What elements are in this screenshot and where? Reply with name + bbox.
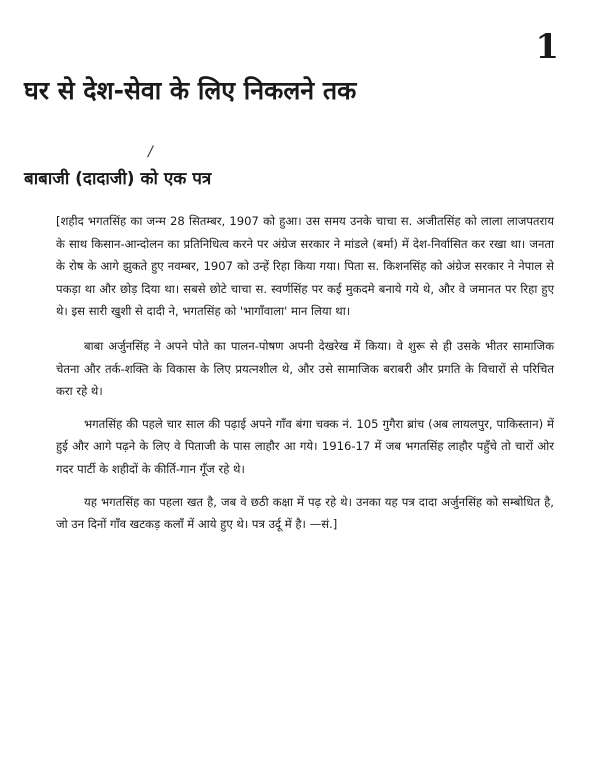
chapter-title: घर से देश-सेवा के लिए निकलने तक	[24, 76, 357, 105]
paragraph-letter-note: यह भगतसिंह का पहला खत है, जब वे छठी कक्षा में पढ़ रहे थे। उनका यह पत्र दादा अर्जुनसिंह को सम्बोधित है, जो उन दिनों गाँव खटकड़ कलाँ में आये हुए थे। पत्र उर्दू में है। —सं.]	[56, 494, 554, 532]
paragraph-intro: [शहीद भगतसिंह का जन्म 28 सितम्बर, 1907 को हुआ। उस समय उनके चाचा स. अजीतसिंह को लाला लाजपतराय के साथ किसान-आन्दोलन का प्रतिनिधित्व करने पर अंग्रेज सरकार ने मांडले (बर्मा) में देश-निर्वासित कर रखा था। जनता के रोष के आगे झुकते हुए नवम्बर, 1907 को उन्हें रिहा किया गया। पिता स. किशनसिंह को अंग्रेज सरकार ने नेपाल से पकड़ा था और छोड़ दिया था। सबसे छोटे चाचा स. स्वर्णसिंह पर कई मुकदमे बनाये गये थे, और वे जमानत पर रिहा हुए थे। इस सारी खुशी से दादी ने, भगतसिंह को 'भागाँवाला' मान लिया था।	[56, 214, 554, 319]
chapter-number: 1	[535, 27, 559, 67]
paragraph-education: भगतसिंह की पहले चार साल की पढ़ाई अपने गाँव बंगा चक्क नं. 105 गुगैरा ब्रांच (अब लायलपुर, पाकिस्तान) में हुई और आगे पढ़ने के लिए वे पिताजी के पास लाहौर आ गये। 1916-17 में जब भगतसिंह लाहौर पहुँचे तो चारों ओर गदर पार्टी के शहीदों के कीर्ति-गान गूँज रहे थे।	[56, 416, 554, 476]
body-text	[56, 210, 554, 546]
handwritten-mark: /	[148, 144, 153, 160]
paragraph-grandfather: बाबा अर्जुनसिंह ने अपने पोते का पालन-पोषण अपनी देखरेख में किया। वे शुरू से ही उसके भीतर सामाजिक चेतना और तर्क-शक्ति के विकास के लिए प्रयत्नशील थे, और उसे सामाजिक बराबरी और प्रगति के विचारों से परिचित करा रहे थे।	[56, 338, 554, 399]
section-heading: बाबाजी (दादाजी) को एक पत्र	[24, 169, 212, 189]
